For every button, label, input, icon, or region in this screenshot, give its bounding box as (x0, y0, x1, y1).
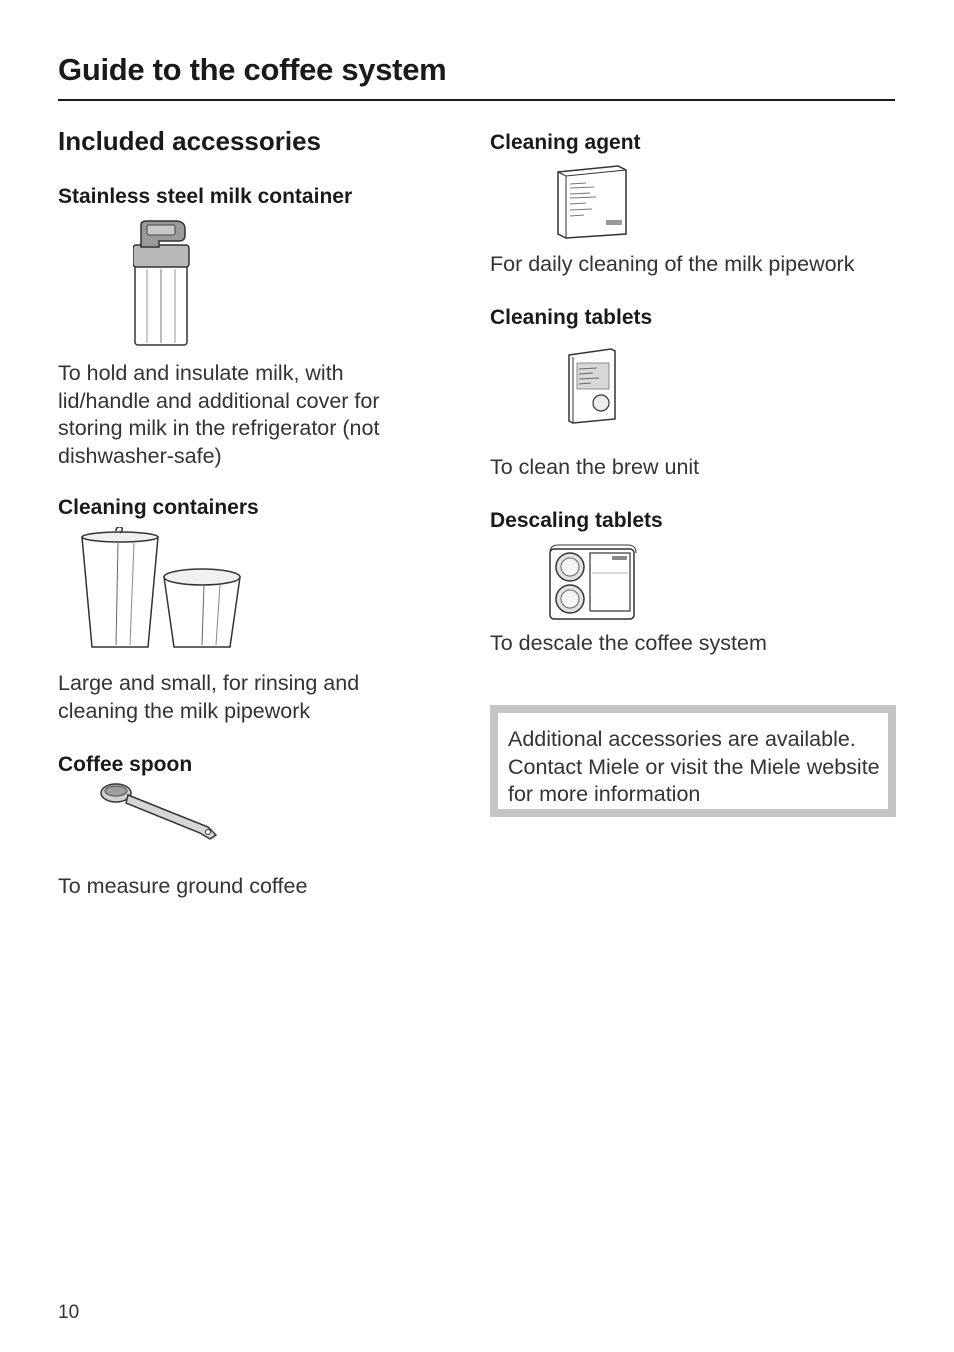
cleaning-agent-description: For daily cleaning of the milk pipework (490, 252, 855, 276)
cleaning-tablets-description: To clean the brew unit (490, 455, 700, 479)
descaling-tablets-description: To descale the coffee system (490, 631, 767, 655)
info-box-text: Additional accessories are available. Contact Miele or visit the Miele website for more information (508, 727, 880, 806)
cleaning-containers-illustration (80, 527, 245, 652)
cleaning-tablets-heading: Cleaning tablets (490, 306, 653, 329)
cleaning-agent-box-illustration (556, 164, 628, 240)
milk-container-heading: Stainless steel milk container (58, 185, 353, 208)
cleaning-containers-heading: Cleaning containers (58, 496, 259, 519)
cleaning-containers-description: Large and small, for rinsing and cleaning the milk pipework (58, 671, 360, 723)
descaling-tablets-heading: Descaling tablets (490, 509, 663, 532)
info-box (490, 705, 896, 817)
title-divider (58, 99, 895, 101)
milk-container-description: To hold and insulate milk, with lid/handle and additional cover for storing milk in the refrigerator (not dishwasher-safe) (58, 361, 380, 468)
page-number: 10 (58, 1302, 80, 1323)
coffee-spoon-description: To measure ground coffee (58, 874, 308, 898)
coffee-spoon-illustration (98, 779, 223, 844)
coffee-spoon-heading: Coffee spoon (58, 753, 193, 776)
cleaning-agent-heading: Cleaning agent (490, 131, 641, 154)
descaling-tablets-pack-illustration (548, 543, 640, 623)
cleaning-tablets-pack-illustration (567, 347, 619, 425)
page-title: Guide to the coffee system (58, 52, 447, 87)
milk-container-illustration (133, 219, 193, 349)
section-title: Included accessories (58, 126, 322, 156)
